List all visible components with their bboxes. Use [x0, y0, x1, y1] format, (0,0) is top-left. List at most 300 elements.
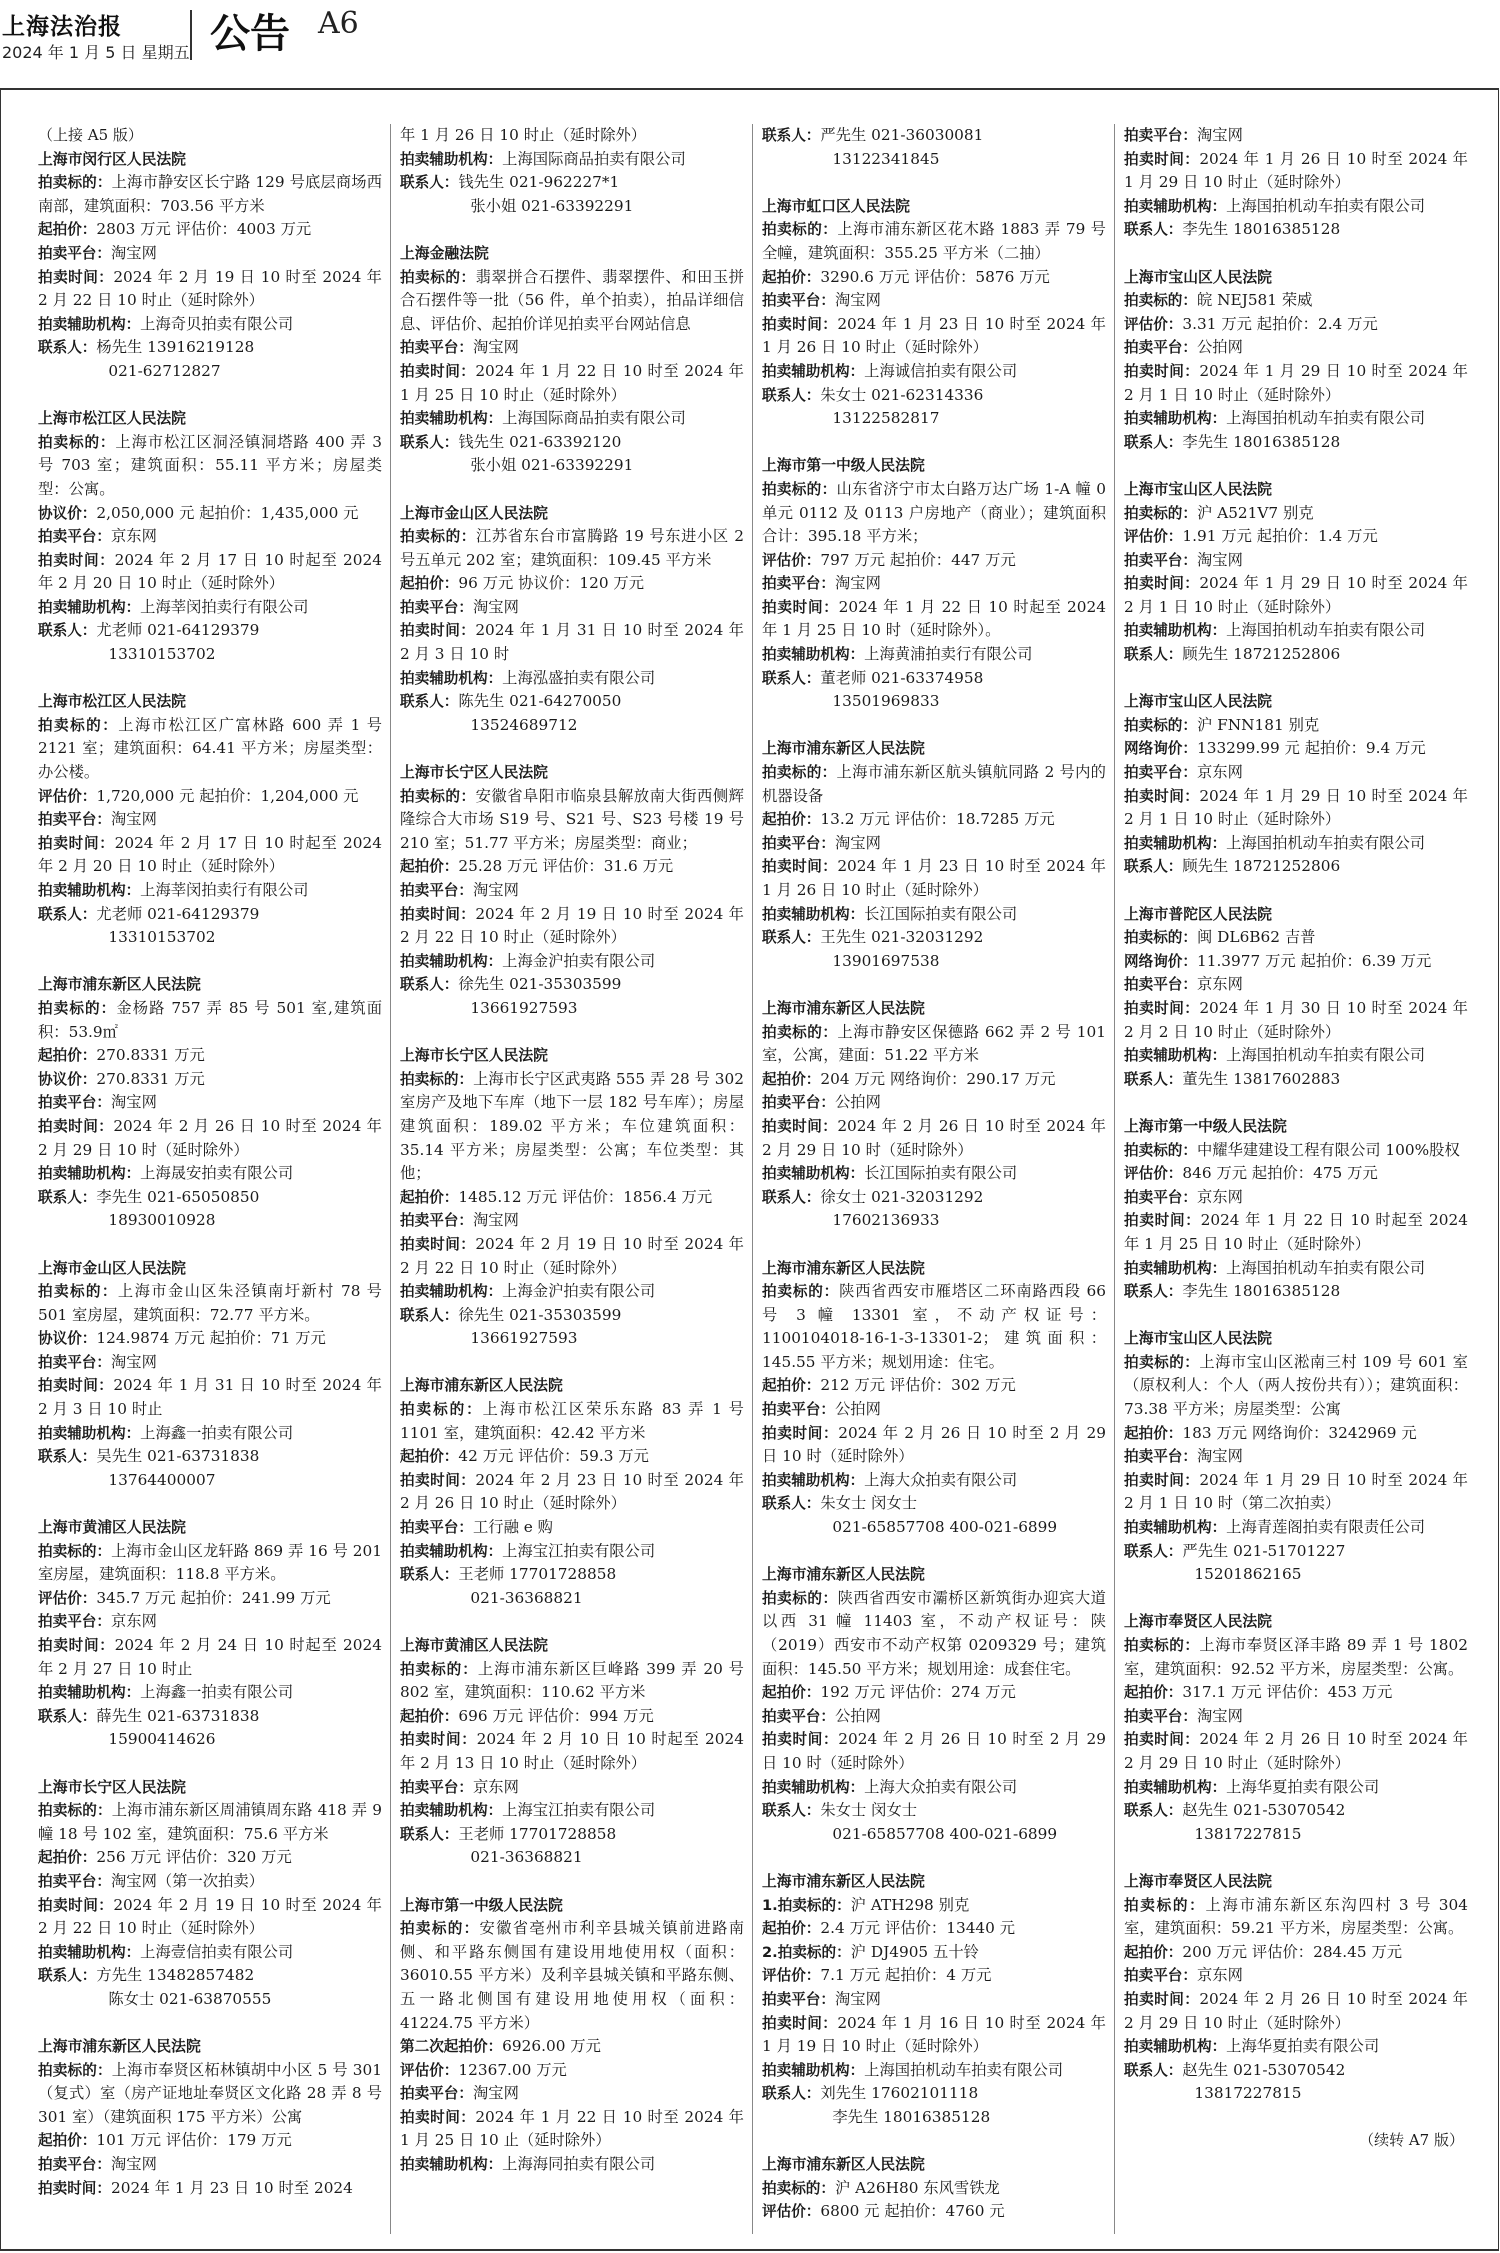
- field-label: 拍卖辅助机构：: [400, 1802, 503, 1820]
- field-label: 拍卖标的：: [38, 1542, 112, 1560]
- field-value: 吴先生 021-63731838: [96, 1447, 260, 1466]
- field-label: 拍卖辅助机构：: [762, 1165, 865, 1183]
- field-value: 刘先生 17602101118: [820, 2084, 979, 2103]
- field-value: 上海市静安区长宁路 129 号底层商场西南部，建筑面积：703.56 平方米: [38, 173, 382, 215]
- auction-notice: [400, 1634, 744, 1870]
- notice-field: [762, 1917, 1106, 1941]
- field-label: 拍卖标的：: [400, 1401, 483, 1419]
- field-value: 严先生 021-36030081: [820, 126, 984, 144]
- notice-field: [38, 1728, 382, 1752]
- field-value: 江苏省东台市富腾路 19 号东进小区 2 号五单元 202 室；建筑面积：109.45 平方米: [400, 527, 744, 569]
- field-label: 联系人：: [762, 1802, 821, 1820]
- field-value: 淘宝网: [110, 243, 157, 262]
- court-name: 上海市第一中级人民法院: [400, 1896, 563, 1914]
- continued-from-note: （上接 A5 版）: [38, 126, 143, 144]
- field-value: 上海国拍机动车拍卖有限公司: [1226, 833, 1426, 852]
- notice-field: [38, 1964, 382, 1988]
- notice-field: [400, 950, 744, 974]
- column-4: [1124, 124, 1468, 2239]
- notice-field: [762, 808, 1106, 832]
- court-name: 上海市浦东新区人民法院: [38, 2038, 201, 2056]
- field-value: 上海市静安区保德路 662 弄 2 号 101 室，公寓，建面：51.22 平方米: [762, 1022, 1106, 1065]
- notice-field: [400, 1587, 744, 1611]
- field-value: 96 万元 协议价：120 万元: [458, 574, 645, 593]
- field-label: 拍卖平台：: [1124, 1188, 1197, 1206]
- field-value: 王先生 021-32031292: [820, 928, 984, 947]
- notice-field: [400, 1658, 744, 1705]
- notice-field: [762, 2059, 1106, 2083]
- notice-field: [400, 1280, 744, 1304]
- field-label: 拍卖标的：: [38, 1802, 112, 1820]
- auction-notice: [1124, 266, 1468, 455]
- notice-field: [38, 1280, 382, 1327]
- notice-field: [400, 1186, 744, 1210]
- field-label: 起拍价：: [1124, 1424, 1183, 1442]
- notice-field: [38, 1115, 382, 1162]
- section-title: 公告: [210, 11, 290, 57]
- notice-field: [762, 572, 1106, 596]
- auction-notice: [400, 1374, 744, 1610]
- field-label: 拍卖时间：: [1124, 1212, 1201, 1230]
- field-label: 起拍价：: [400, 1707, 459, 1725]
- field-label: 拍卖时间：: [38, 1896, 114, 1914]
- field-value: 上海市奉贤区泽丰路 89 弄 1 号 1802 室，建筑面积：92.52 平方米，房屋类型：公寓。: [1124, 1636, 1468, 1678]
- field-value: 上海国拍机动车拍卖有限公司: [1226, 196, 1426, 215]
- field-label: 拍卖时间：: [1124, 150, 1200, 168]
- field-value: 13661927593: [470, 1329, 578, 1348]
- notice-field: [762, 1964, 1106, 1988]
- field-value: 12367.00 万元: [458, 2060, 567, 2079]
- field-value: 上海国拍机动车拍卖有限公司: [1226, 1046, 1426, 1065]
- field-value: 上海海同拍卖有限公司: [502, 2155, 656, 2174]
- notice-field: [762, 218, 1106, 265]
- court-name: 上海市浦东新区人民法院: [762, 999, 925, 1017]
- auction-notice: [400, 124, 744, 218]
- field-label: 拍卖平台：: [400, 1778, 473, 1796]
- auction-notice: [1124, 478, 1468, 667]
- court-name: 上海市宝山区人民法院: [1124, 1330, 1272, 1348]
- field-label: 拍卖辅助机构：: [1124, 197, 1227, 215]
- field-label: 拍卖辅助机构：: [38, 1943, 141, 1961]
- notice-field: [38, 1445, 382, 1469]
- field-value: 沪 A521V7 别克: [1196, 503, 1314, 522]
- notice-field: [1124, 1634, 1468, 1681]
- field-value: 6800 元 起拍价：4760 元: [820, 2202, 1005, 2221]
- field-label: 联系人：: [38, 1967, 97, 1985]
- court-name: 上海市虹口区人民法院: [762, 197, 910, 215]
- newspaper-logo: 上海法治报: [2, 13, 122, 40]
- field-value: 13524689712: [470, 715, 578, 734]
- notice-field: [38, 926, 382, 950]
- page-number: A6: [318, 6, 359, 41]
- field-value: 张小姐 021-63392291: [470, 456, 634, 475]
- field-label: 拍卖标的：: [762, 1283, 840, 1301]
- field-value: 317.1 万元 评估价：453 万元: [1182, 1683, 1393, 1702]
- notice-field: [762, 926, 1106, 950]
- notice-field: [38, 1799, 382, 1846]
- notice-field: [762, 549, 1106, 573]
- notice-field: [762, 2200, 1106, 2224]
- field-label: 联系人：: [400, 693, 459, 711]
- court-name: 上海市浦东新区人民法院: [762, 1566, 925, 1584]
- notice-field: [400, 1823, 744, 1847]
- field-value: 2024 年 2 月 26 日 10 时至 2024 年 2 月 29 日 10 时（延时除外）: [762, 1116, 1106, 1159]
- notice-field: [1124, 950, 1468, 974]
- field-label: 评估价：: [762, 551, 821, 569]
- notice-field: [1124, 148, 1468, 195]
- masthead: [0, 0, 1500, 78]
- field-label: 联系人：: [762, 929, 821, 947]
- field-label: 拍卖辅助机构：: [762, 905, 865, 923]
- field-value: 2024 年 2 月 19 日 10 时至 2024 年 2 月 22 日 10 时止（延时除外）: [400, 904, 744, 947]
- field-label: 拍卖平台：: [38, 1613, 111, 1631]
- field-label: 联系人：: [762, 1495, 821, 1513]
- field-label: 拍卖平台：: [762, 292, 835, 310]
- field-label: 拍卖标的：: [1124, 716, 1197, 734]
- field-value: 淘宝网: [834, 833, 881, 852]
- notice-field: [1124, 1705, 1468, 1729]
- field-value: 董老师 021-63374958: [820, 668, 984, 687]
- field-value: 上海大众拍卖有限公司: [864, 1777, 1018, 1796]
- notice-field: [762, 1209, 1106, 1233]
- field-label: 拍卖时间：: [38, 1377, 114, 1395]
- notice-field: [38, 1186, 382, 1210]
- continued-text: 年 1 月 26 日 10 时止（延时除外）: [400, 126, 647, 144]
- notice-field: [1124, 832, 1468, 856]
- field-value: 2024 年 2 月 17 日 10 时起至 2024 年 2 月 20 日 10 时止（延时除外）: [38, 550, 382, 593]
- field-value: 淘宝网: [472, 338, 519, 357]
- field-value: 2024 年 2 月 26 日 10 时至 2 月 29 日 10 时（延时除外）: [762, 1423, 1106, 1466]
- field-label: 评估价：: [762, 2203, 821, 2221]
- notice-field: [762, 2106, 1106, 2130]
- field-label: 拍卖辅助机构：: [38, 315, 141, 333]
- field-value: 2024 年 2 月 24 日 10 时起至 2024 年 2 月 27 日 10 时止: [38, 1636, 382, 1678]
- field-label: 第二次起拍价：: [400, 2038, 503, 2056]
- field-label: 拍卖平台：: [1124, 551, 1197, 569]
- field-value: 陕西省西安市雁塔区二环南路西段 66 号 3 幢 13301 室，不动产权证号：1100104018-16-1-3-13301-2；建筑面积：145.55 平方米；规划用途：住宅。: [762, 1282, 1106, 1371]
- field-value: 沪 ATH298 别克: [850, 1895, 970, 1914]
- court-name: 上海市浦东新区人民法院: [400, 1377, 563, 1395]
- field-value: 2803 万元 评估价：4003 万元: [96, 220, 312, 239]
- field-label: 拍卖平台：: [400, 598, 473, 616]
- field-value: 上海国拍机动车拍卖有限公司: [1226, 1258, 1426, 1277]
- notice-field: [38, 1162, 382, 1186]
- notice-field: [400, 1728, 744, 1775]
- auction-notice: [762, 195, 1106, 431]
- notice-field: [762, 1681, 1106, 1705]
- auction-notice: [400, 242, 744, 478]
- notice-field: [400, 1469, 744, 1516]
- notice-field: [400, 619, 744, 666]
- notice-field: [400, 148, 744, 172]
- notice-field: [1124, 1988, 1468, 2035]
- field-value: 192 万元 评估价：274 万元: [820, 1683, 1016, 1702]
- notice-field: [400, 1068, 744, 1186]
- field-value: 上海鑫一拍卖有限公司: [140, 1683, 294, 1702]
- field-value: 2024 年 2 月 23 日 10 时至 2024 年 2 月 26 日 10 时止（延时除外）: [400, 1470, 744, 1513]
- field-label: 联系人：: [1124, 646, 1183, 664]
- field-label: 起拍价：: [762, 1920, 821, 1938]
- notice-field: [1124, 1823, 1468, 1847]
- notice-field: [38, 549, 382, 596]
- court-name: 上海市宝山区人民法院: [1124, 693, 1272, 711]
- field-value: 1,720,000 元 起拍价：1,204,000 元: [96, 786, 359, 805]
- notice-field: [38, 1469, 382, 1493]
- court-name: 上海市奉贤区人民法院: [1124, 1613, 1272, 1631]
- field-value: 京东网: [472, 1777, 519, 1796]
- notice-field: [762, 1587, 1106, 1681]
- field-label: 拍卖平台：: [1124, 1707, 1197, 1725]
- field-label: 拍卖标的：: [38, 174, 112, 192]
- notice-field: [400, 431, 744, 455]
- notice-field: [400, 785, 744, 856]
- auction-notice: [1124, 124, 1468, 242]
- field-value: 18930010928: [108, 1211, 216, 1230]
- field-label: 起拍价：: [1124, 1684, 1183, 1702]
- field-value: 上海鑫一拍卖有限公司: [140, 1423, 294, 1442]
- auction-notice: [1124, 690, 1468, 879]
- notice-field: [400, 1327, 744, 1351]
- notice-field: [1124, 336, 1468, 360]
- field-label: 联系人：: [38, 905, 97, 923]
- field-label: 起拍价：: [762, 268, 821, 286]
- field-label: 拍卖时间：: [1124, 1990, 1200, 2008]
- field-label: 联系人：: [38, 622, 97, 640]
- field-value: 公拍网: [1196, 338, 1243, 357]
- column-1: [38, 124, 382, 2239]
- notice-field: [1124, 997, 1468, 1044]
- notice-field: [38, 1044, 382, 1068]
- field-label: 拍卖标的：: [1124, 1637, 1200, 1654]
- field-label: 拍卖辅助机构：: [38, 598, 141, 616]
- notice-field: [38, 1091, 382, 1115]
- field-label: 拍卖时间：: [400, 1731, 477, 1749]
- field-value: 李先生 18016385128: [1182, 1282, 1341, 1301]
- field-value: 256 万元 评估价：320 万元: [96, 1848, 292, 1867]
- field-value: 陕西省西安市灞桥区新筑街办迎宾大道以西 31 幢 11403 室，不动产权证号：陕（2019）西安市不动产权第 0209329 号；建筑面积：145.50 平方米；规划用途：成套住宅。: [762, 1588, 1106, 1678]
- field-label: 2.拍卖标的：: [762, 1943, 851, 1961]
- field-value: 淘宝网: [1196, 1447, 1243, 1466]
- notice-field: [1124, 2035, 1468, 2059]
- notice-field: [1124, 1894, 1468, 1941]
- court-name: 上海市宝山区人民法院: [1124, 480, 1272, 498]
- notice-field: [762, 2177, 1106, 2201]
- field-label: 拍卖时间：: [762, 858, 838, 876]
- notice-field: [400, 2153, 744, 2177]
- field-value: 2024 年 1 月 22 日 10 时起至 2024 年 1 月 25 日 10 时止（延时除外）: [1124, 1211, 1468, 1253]
- notice-field: [1124, 1469, 1468, 1516]
- field-label: 拍卖辅助机构：: [400, 410, 503, 428]
- notice-field: [38, 2129, 382, 2153]
- notice-field: [762, 596, 1106, 643]
- notice-field: [762, 478, 1106, 549]
- field-label: 拍卖平台：: [1124, 127, 1197, 144]
- field-label: 拍卖辅助机构：: [38, 1424, 141, 1442]
- field-label: 拍卖辅助机构：: [762, 2061, 865, 2079]
- field-label: 拍卖时间：: [762, 1117, 838, 1135]
- field-label: 拍卖平台：: [1124, 976, 1197, 994]
- notice-field: [762, 360, 1106, 384]
- court-name: 上海市金山区人民法院: [38, 1259, 186, 1277]
- field-label: 拍卖平台：: [1124, 339, 1197, 357]
- field-value: 2024 年 2 月 26 日 10 时至 2024 年 2 月 29 日 10 时止（延时除外）: [1124, 1730, 1468, 1772]
- field-label: 拍卖标的：: [38, 1283, 118, 1301]
- field-label: 拍卖时间：: [762, 598, 839, 616]
- field-value: 沪 FNN181 别克: [1196, 715, 1320, 734]
- court-name: 上海市第一中级人民法院: [1124, 1117, 1287, 1135]
- field-label: 拍卖辅助机构：: [1124, 1047, 1227, 1065]
- field-label: 拍卖标的：: [762, 480, 837, 498]
- notice-field: [38, 218, 382, 242]
- field-value: 021-36368821: [470, 1848, 583, 1867]
- field-label: 起拍价：: [762, 811, 821, 829]
- notice-field: [1124, 761, 1468, 785]
- field-value: 尤老师 021-64129379: [96, 904, 260, 923]
- auction-notice: [38, 1776, 382, 2012]
- notice-field: [38, 1351, 382, 1375]
- notice-field: [38, 714, 382, 785]
- field-label: 拍卖标的：: [400, 528, 476, 546]
- notice-field: [762, 1728, 1106, 1775]
- notice-field: [762, 950, 1106, 974]
- field-value: 钱先生 021-63392120: [458, 432, 622, 451]
- field-value: 2024 年 1 月 29 日 10 时至 2024 年 2 月 1 日 10 时止（延时除外）: [1124, 361, 1468, 404]
- field-label: 拍卖辅助机构：: [1124, 1519, 1227, 1537]
- notice-field: [762, 761, 1106, 808]
- field-label: 网络询价：: [1124, 952, 1197, 970]
- field-value: 李先生 021-65050850: [96, 1187, 260, 1206]
- field-label: 联系人：: [1124, 433, 1183, 451]
- field-value: 2024 年 1 月 23 日 10 时至 2024: [110, 2178, 353, 2197]
- notice-field: [1124, 2059, 1468, 2083]
- auction-notice: [38, 1516, 382, 1752]
- notice-field: [38, 1634, 382, 1681]
- field-value: 淘宝网: [110, 1093, 157, 1112]
- field-value: 上海市长宁区武夷路 555 弄 28 号 302 室房产及地下车库（地下一层 182 号车库）；房屋建筑面积：189.02 平方米；车位建筑面积：35.14 平方米；房屋类型：公寓；车位类型：其他；: [400, 1069, 744, 1183]
- notice-field: [38, 879, 382, 903]
- auction-notice: [1124, 2129, 1468, 2153]
- field-value: 淘宝网: [834, 291, 881, 310]
- notice-field: [1124, 218, 1468, 242]
- field-value: 京东网: [1196, 1187, 1243, 1206]
- notice-field: [1124, 1964, 1468, 1988]
- notice-field: [400, 195, 744, 219]
- field-label: 起拍价：: [38, 2132, 97, 2150]
- field-label: 拍卖辅助机构：: [762, 1471, 865, 1489]
- notice-field: [1124, 1422, 1468, 1446]
- notice-field: [762, 855, 1106, 902]
- notice-field: [1124, 525, 1468, 549]
- field-value: 上海金沪拍卖有限公司: [502, 951, 656, 970]
- court-name: 上海市松江区人民法院: [38, 410, 186, 428]
- notice-field: [762, 124, 1106, 148]
- field-value: 上海宝江拍卖有限公司: [502, 1541, 656, 1560]
- field-value: 上海泓盛拍卖有限公司: [502, 668, 656, 687]
- field-value: 淘宝网: [834, 574, 881, 593]
- notice-field: [1124, 549, 1468, 573]
- court-name: 上海市宝山区人民法院: [1124, 268, 1272, 286]
- field-label: 拍卖标的：: [38, 999, 117, 1017]
- notice-field: [762, 1988, 1106, 2012]
- notice-field: [762, 148, 1106, 172]
- notice-field: [762, 903, 1106, 927]
- notice-field: [1124, 785, 1468, 832]
- notice-field: [38, 997, 382, 1044]
- notice-field: [1124, 1139, 1468, 1163]
- field-label: 拍卖平台：: [762, 1094, 835, 1112]
- court-name: 上海市闵行区人民法院: [38, 150, 186, 168]
- field-label: 评估价：: [1124, 1165, 1183, 1183]
- field-value: 上海市松江区广富林路 600 弄 1 号 2121 室；建筑面积：64.41 平方米；房屋类型：办公楼。: [38, 715, 382, 782]
- field-label: 拍卖平台：: [762, 1990, 835, 2008]
- field-label: 联系人：: [762, 2085, 821, 2103]
- notice-field: [400, 667, 744, 691]
- field-label: 拍卖标的：: [1124, 1896, 1206, 1914]
- notice-field: [1124, 1776, 1468, 1800]
- field-value: 2024 年 2 月 26 日 10 时至 2024 年 2 月 29 日 10 时（延时除外）: [38, 1116, 382, 1159]
- notice-field: [38, 431, 382, 502]
- field-label: 拍卖辅助机构：: [1124, 410, 1227, 428]
- field-value: 朱女士 021-62314336: [820, 385, 984, 404]
- notice-field: [762, 643, 1106, 667]
- field-value: 13501969833: [832, 692, 940, 711]
- field-label: 联系人：: [400, 174, 459, 192]
- notice-field: [400, 1776, 744, 1800]
- field-label: 拍卖辅助机构：: [400, 1542, 503, 1560]
- notice-field: [1124, 1351, 1468, 1422]
- notice-field: [762, 690, 1106, 714]
- notice-field: [38, 502, 382, 526]
- court-name: 上海市浦东新区人民法院: [762, 2156, 925, 2174]
- field-label: 拍卖标的：: [1124, 292, 1197, 310]
- notice-field: [38, 266, 382, 313]
- field-value: 345.7 万元 起拍价：241.99 万元: [96, 1588, 331, 1607]
- field-label: 拍卖时间：: [38, 2179, 111, 2197]
- notice-field: [400, 572, 744, 596]
- notice-field: [762, 832, 1106, 856]
- field-value: 3290.6 万元 评估价：5876 万元: [820, 267, 1050, 286]
- notice-field: [1124, 124, 1468, 148]
- auction-notice: [38, 1257, 382, 1493]
- field-label: 拍卖辅助机构：: [400, 2156, 503, 2174]
- field-value: 钱先生 021-962227*1: [458, 173, 620, 192]
- notice-field: [38, 336, 382, 360]
- notice-field: [38, 525, 382, 549]
- field-label: 拍卖辅助机构：: [400, 1283, 503, 1301]
- field-value: 021-62712827: [108, 361, 221, 380]
- field-value: 101 万元 评估价：179 万元: [96, 2131, 292, 2150]
- field-value: 淘宝网: [110, 1352, 157, 1371]
- court-name: 上海市浦东新区人民法院: [38, 976, 201, 994]
- notice-field: [38, 1988, 382, 2012]
- court-name: 上海市长宁区人民法院: [400, 1047, 548, 1065]
- field-label: 拍卖平台：: [762, 575, 835, 593]
- field-value: 公拍网: [834, 1093, 881, 1112]
- auction-notice: [762, 454, 1106, 714]
- auction-notice: [762, 737, 1106, 973]
- field-value: 上海市浦东新区花木路 1883 弄 79 号全幢，建筑面积：355.25 平方米（二抽）: [762, 220, 1106, 262]
- field-value: 京东网: [110, 1612, 157, 1631]
- notice-field: [38, 1374, 382, 1421]
- notice-field: [1124, 643, 1468, 667]
- notice-field: [38, 832, 382, 879]
- field-label: 评估价：: [1124, 528, 1183, 546]
- field-label: 起拍价：: [400, 1188, 459, 1206]
- field-label: 拍卖平台：: [38, 811, 111, 829]
- field-value: 徐先生 021-35303599: [458, 975, 622, 994]
- notice-field: [762, 289, 1106, 313]
- field-value: 董先生 13817602883: [1182, 1069, 1341, 1088]
